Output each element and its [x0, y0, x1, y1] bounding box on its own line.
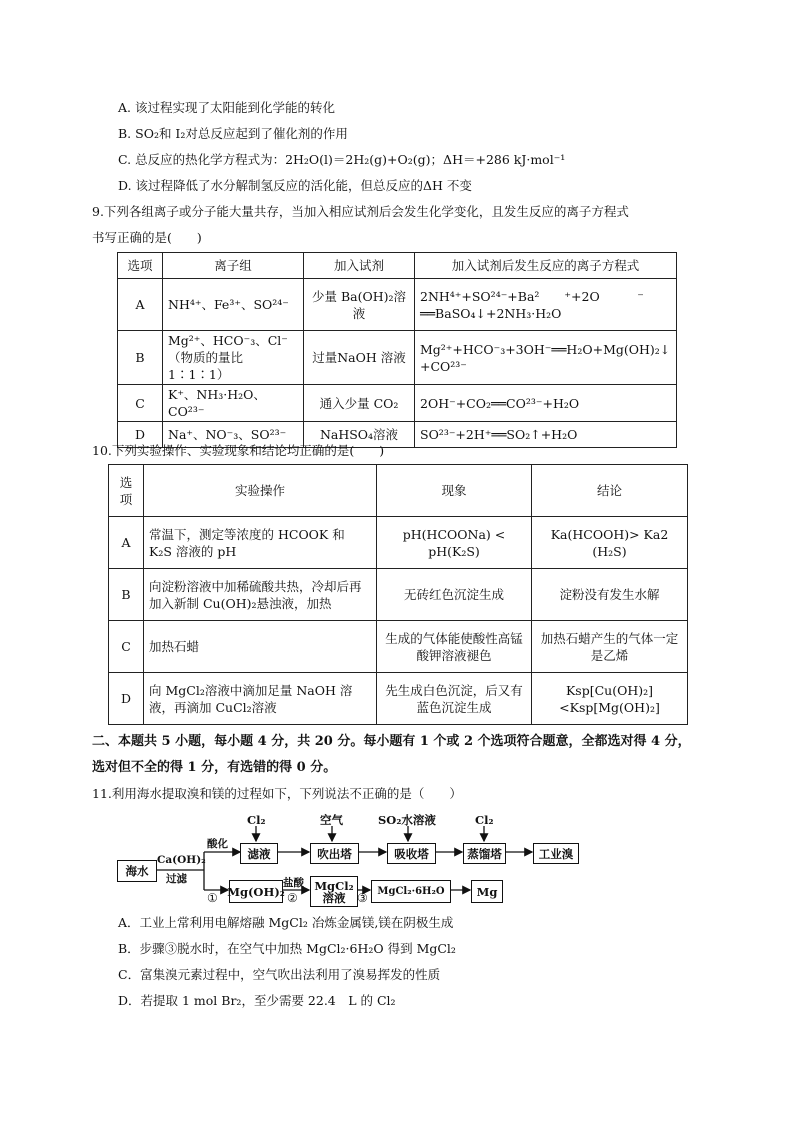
blowout-tower-box: 吹出塔: [310, 843, 359, 864]
q10-row-c-phenomenon: 生成的气体能使酸性高锰酸钾溶液褪色: [377, 621, 532, 673]
q10-header-option: 选项: [109, 465, 144, 517]
step2-marker: ②: [287, 891, 298, 905]
q10-row-b-conclusion: 淀粉没有发生水解: [532, 569, 688, 621]
q9-header-equation: 加入试剂后发生反应的离子方程式: [415, 253, 677, 279]
q8-option-d: D. 该过程降低了水分解制氢反应的活化能，但总反应的ΔH 不变: [118, 178, 472, 193]
distillation-tower-box: 蒸馏塔: [463, 843, 506, 864]
q9-header-reagent: 加入试剂: [304, 253, 415, 279]
q9-row-c-reagent: 通入少量 CO₂: [304, 385, 415, 422]
q9-row-b-ions: Mg²⁺、HCO⁻₃、Cl⁻ （物质的量比1∶1∶1）: [163, 331, 304, 385]
q8-option-c: C. 总反应的热化学方程式为：2H₂O(l)＝2H₂(g)+O₂(g)；ΔH＝+286 kJ·mol⁻¹: [118, 152, 566, 167]
q10-header-conclusion: 结论: [532, 465, 688, 517]
mgoh2-box: Mg(OH)₂: [229, 880, 283, 903]
q10-row-a-operation: 常温下，测定等浓度的 HCOOK 和 K₂S 溶液的 pH: [144, 517, 377, 569]
q9-row-a-ions: NH⁴⁺、Fe³⁺、SO²⁴⁻: [163, 279, 304, 331]
mgcl2-solution-box: MgCl₂ 溶液: [310, 876, 358, 907]
q10-row-d-conclusion: Ksp[Cu(OH)₂]<Ksp[Mg(OH)₂]: [532, 673, 688, 725]
q10-row-a-conclusion: Ka(HCOOH)> Ka2 (H₂S): [532, 517, 688, 569]
step3-marker: ③: [357, 891, 368, 905]
q9-row-b-reagent: 过量NaOH 溶液: [304, 331, 415, 385]
q9-row-a-equation: 2NH⁴⁺+SO²⁴⁻+Ba² ⁺+2O ⁻ ══BaSO₄↓+2NH₃·H₂O: [415, 279, 677, 331]
q10-row-a-option: A: [109, 517, 144, 569]
q10-row-c-operation: 加热石蜡: [144, 621, 377, 673]
q10-header-operation: 实验操作: [144, 465, 377, 517]
q10-row-d-option: D: [109, 673, 144, 725]
q10-row-b-option: B: [109, 569, 144, 621]
q9-row-c-equation: 2OH⁻+CO₂══CO²³⁻+H₂O: [415, 385, 677, 422]
acidify-label: 酸化: [207, 838, 228, 850]
q8-option-b: B. SO₂和 I₂对总反应起到了催化剂的作用: [118, 126, 348, 141]
q9-header-ions: 离子组: [163, 253, 304, 279]
q10-row-c-conclusion: 加热石蜡产生的气体一定是乙烯: [532, 621, 688, 673]
filtrate-box: 滤液: [240, 843, 278, 864]
section2-line1: 二、本题共 5 小题，每小题 4 分，共 20 分。每小题有 1 个或 2 个选项符合题意，全都选对得 4 分，: [92, 734, 691, 749]
q9-row-d-ions: Na⁺、NO⁻₃、SO²³⁻: [163, 422, 304, 448]
q11-option-d: D．若提取 1 mol Br₂，至少需要 22.4 L 的 Cl₂: [118, 993, 396, 1008]
q10-stem: 10.下列实验操作、实验现象和结论均正确的是( ): [92, 443, 385, 458]
q10-row-b-operation: 向淀粉溶液中加稀硫酸共热，冷却后再加入新制 Cu(OH)₂悬浊液，加热: [144, 569, 377, 621]
step1-marker: ①: [207, 891, 218, 905]
q9-row-a-option: A: [118, 279, 163, 331]
q8-option-a: A. 该过程实现了太阳能到化学能的转化: [118, 100, 335, 115]
industrial-bromine-box: 工业溴: [533, 843, 579, 864]
lime-label: Ca(OH)₂: [157, 854, 206, 866]
q11-option-a: A．工业上常利用电解熔融 MgCl₂ 冶炼金属镁,镁在阴极生成: [118, 915, 454, 930]
q9-row-d-reagent: NaHSO₄溶液: [304, 422, 415, 448]
q11-stem: 11.利用海水提取溴和镁的过程如下，下列说法不正确的是（ ）: [92, 786, 462, 801]
q11-option-b: B．步骤③脱水时，在空气中加热 MgCl₂·6H₂O 得到 MgCl₂: [118, 941, 456, 956]
air-label: 空气: [320, 813, 343, 827]
q9-stem-line1: 9.下列各组离子或分子能大量共存，当加入相应试剂后会发生化学变化，且发生反应的离子方程式: [92, 204, 629, 219]
q9-row-d-equation: SO²³⁻+2H⁺══SO₂↑+H₂O: [415, 422, 677, 448]
q10-row-a-phenomenon: pH(HCOONa) < pH(K₂S): [377, 517, 532, 569]
q9-header-option: 选项: [118, 253, 163, 279]
q10-row-c-option: C: [109, 621, 144, 673]
q9-row-b-option: B: [118, 331, 163, 385]
q9-row-c-ions: K⁺、NH₃·H₂O、CO²³⁻: [163, 385, 304, 422]
q10-header-phenomenon: 现象: [377, 465, 532, 517]
q10-row-d-operation: 向 MgCl₂溶液中滴加足量 NaOH 溶液，再滴加 CuCl₂溶液: [144, 673, 377, 725]
cl2-label-b: Cl₂: [475, 813, 494, 827]
q9-stem-line2: 书写正确的是( ): [92, 230, 202, 245]
q11-option-c: C．富集溴元素过程中，空气吹出法利用了溴易挥发的性质: [118, 967, 441, 982]
q9-row-b-equation: Mg²⁺+HCO⁻₃+3OH⁻══H₂O+Mg(OH)₂↓ +CO²³⁻: [415, 331, 677, 385]
hcl-label: 盐酸: [283, 877, 304, 889]
q9-row-d-option: D: [118, 422, 163, 448]
q10-row-d-phenomenon: 先生成白色沉淀，后又有蓝色沉淀生成: [377, 673, 532, 725]
seawater-box: 海水: [117, 860, 157, 882]
section2-line2: 选对但不全的得 1 分，有选错的得 0 分。: [92, 760, 337, 775]
mg-box: Mg: [471, 880, 503, 903]
so2-solution-label: SO₂水溶液: [378, 813, 436, 827]
q9-row-a-reagent: 少量 Ba(OH)₂溶液: [304, 279, 415, 331]
mgcl2-hydrate-box: MgCl₂·6H₂O: [371, 880, 451, 903]
q9-row-c-option: C: [118, 385, 163, 422]
cl2-label-a: Cl₂: [247, 813, 266, 827]
filter-label: 过滤: [166, 873, 187, 885]
absorption-tower-box: 吸收塔: [387, 843, 436, 864]
q10-row-b-phenomenon: 无砖红色沉淀生成: [377, 569, 532, 621]
